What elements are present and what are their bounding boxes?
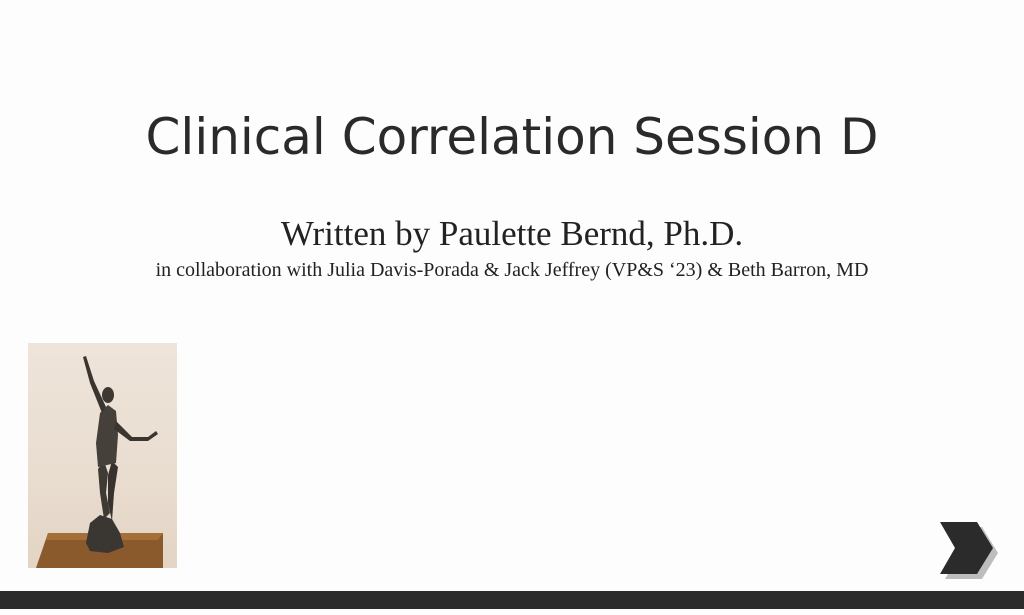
- bottom-bar: [0, 591, 1024, 609]
- sculpture-photo: [28, 343, 177, 568]
- chevron-right-icon: [935, 518, 999, 582]
- collaboration-line: in collaboration with Julia Davis-Porada & Jack Jeffrey (VP&S ‘23) & Beth Barron, MD: [155, 259, 869, 281]
- next-slide-button[interactable]: [935, 518, 999, 582]
- author-line: Written by Paulette Bernd, Ph.D.: [280, 214, 744, 253]
- dancer-sculpture-icon: [28, 343, 177, 568]
- slide-title: Clinical Correlation Session D: [145, 108, 879, 166]
